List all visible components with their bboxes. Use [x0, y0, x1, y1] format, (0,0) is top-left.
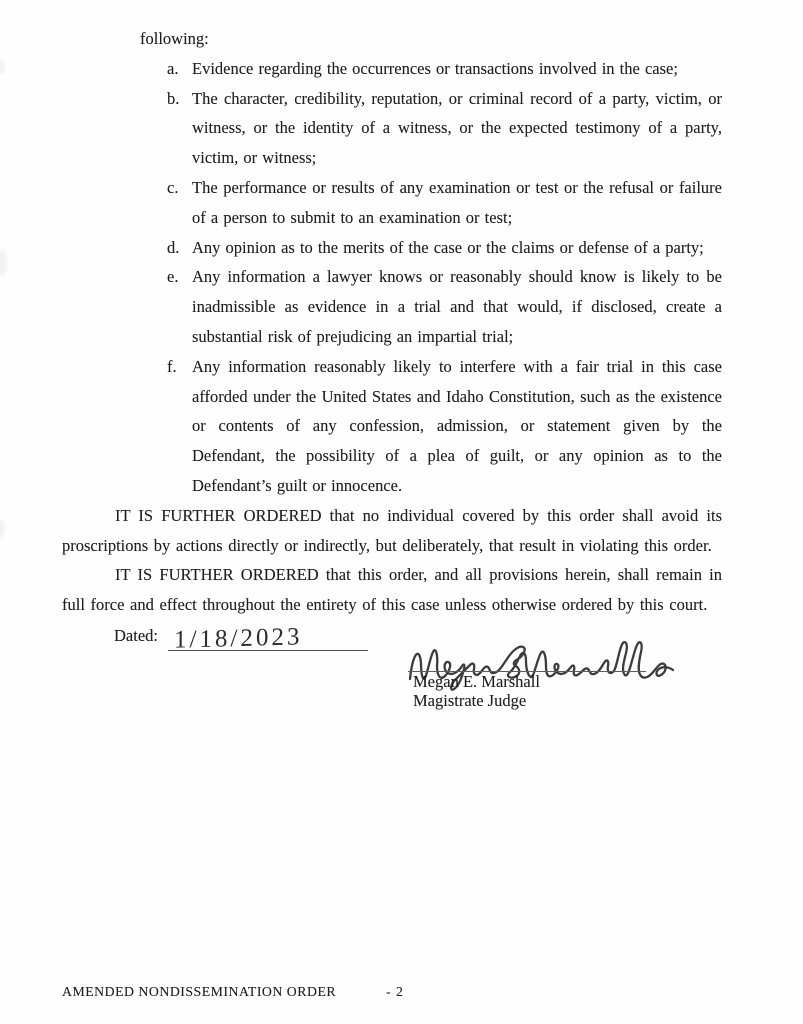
scan-artifact: [0, 250, 7, 276]
signature-block: [62, 651, 722, 781]
scan-artifact: [0, 60, 5, 74]
list-item-text: Any opinion as to the merits of the case or the claims or defense of a party;: [192, 237, 704, 257]
list-item: [62, 84, 722, 173]
list-marker: a.: [167, 58, 179, 78]
list-marker: c.: [167, 177, 179, 197]
list-marker: b.: [167, 88, 180, 108]
list-item-text: The character, credibility, reputation, or criminal record of a party, victim, or witness, or the identity of a witness, or the expected testimony of a party, victim, or witness;: [192, 88, 722, 168]
intro-continuation-text: following:: [140, 29, 209, 48]
signatory-text: [413, 672, 540, 711]
handwritten-date: 1/18/2023: [173, 623, 303, 654]
list-item: [62, 173, 722, 233]
scan-artifact: [0, 520, 5, 538]
date-signature-line: [168, 620, 368, 654]
footer-page-number: - 2: [386, 984, 404, 999]
list-item: [62, 352, 722, 501]
prohibited-items-list: [62, 54, 722, 501]
list-marker: d.: [167, 237, 180, 257]
list-item-text: The performance or results of any examination or test or the refusal or failure of a person to submit to an examination or test;: [192, 177, 722, 227]
footer-document-title: AMENDED NONDISSEMINATION ORDER: [62, 984, 337, 999]
list-item: [62, 262, 722, 351]
ordered-paragraph-1: IT IS FURTHER ORDERED that no individual covered by this order shall avoid its proscriptions by actions directly or indirectly, but deliberately, that result in violating this order.: [62, 505, 722, 555]
list-item-text: Any information reasonably likely to interfere with a fair trial in this case afforded under the United States and Idaho Constitution, such as the existence or contents of any confession, admission, or statement given by the Defendant, the possibility of a plea of guilt, or any opinion as to the Defendant’s guilt or innocence.: [192, 356, 722, 495]
signatory-title: Magistrate Judge: [413, 691, 527, 711]
list-item: [62, 54, 722, 84]
list-marker: e.: [167, 267, 179, 287]
list-marker: f.: [167, 356, 177, 376]
dated-label: Dated:: [114, 626, 158, 646]
list-item: [62, 233, 722, 263]
list-item-text: Evidence regarding the occurrences or transactions involved in the case;: [192, 58, 678, 78]
signatory-name: Megan E. Marshall: [413, 671, 540, 691]
ordered-paragraph-2: IT IS FURTHER ORDERED that this order, and all provisions herein, shall remain in full force and effect throughout the entirety of this case unless otherwise ordered by this court.: [62, 565, 722, 615]
list-item-text: Any information a lawyer knows or reasonably should know is likely to be inadmissible as evidence in a trial and that would, if disclosed, create a substantial risk of prejudicing an impartial trial;: [192, 267, 722, 346]
